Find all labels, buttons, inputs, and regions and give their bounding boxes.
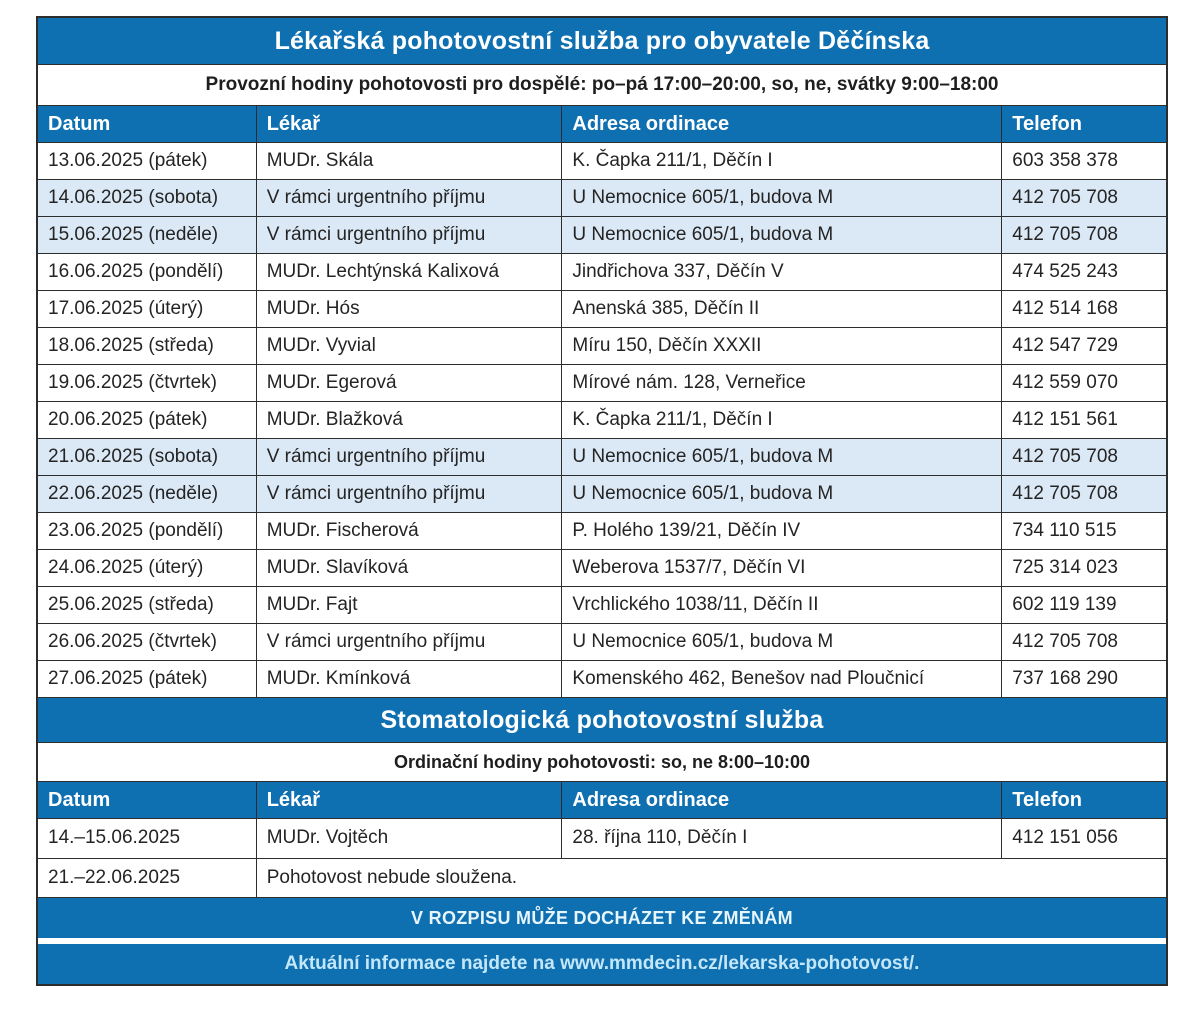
cell-adresa: U Nemocnice 605/1, budova M xyxy=(561,624,1001,660)
dental-table-header xyxy=(38,782,1166,819)
table-row xyxy=(38,859,1166,899)
table-row xyxy=(38,550,1166,587)
table-row xyxy=(38,476,1166,513)
cell-telefon: 412 705 708 xyxy=(1001,180,1166,216)
dental-table-body xyxy=(38,819,1166,898)
cell-telefon: 412 151 561 xyxy=(1001,402,1166,438)
cell-adresa: Mírové nám. 128, Verneřice xyxy=(561,365,1001,401)
table-row xyxy=(38,291,1166,328)
cell-lekar: V rámci urgentního příjmu xyxy=(256,217,562,253)
column-header-datum: Datum xyxy=(48,112,111,135)
cell-datum: 27.06.2025 (pátek) xyxy=(48,668,208,689)
cell-lekar: MUDr. Blažková xyxy=(256,402,562,438)
cell-lekar: MUDr. Slavíková xyxy=(256,550,562,586)
cell-telefon: 734 110 515 xyxy=(1001,513,1166,549)
dental-opening-hours: Ordinační hodiny pohotovosti: so, ne 8:00–10:00 xyxy=(38,743,1166,782)
cell-lekar: MUDr. Hós xyxy=(256,291,562,327)
cell-adresa: Jindřichova 337, Děčín V xyxy=(561,254,1001,290)
cell-telefon: 412 705 708 xyxy=(1001,439,1166,475)
cell-lekar: MUDr. Egerová xyxy=(256,365,562,401)
column-header-telefon: Telefon xyxy=(1001,106,1166,142)
column-header-adresa: Adresa ordinace xyxy=(561,106,1001,142)
adult-table-header xyxy=(38,106,1166,143)
table-row xyxy=(38,217,1166,254)
adult-section-title: Lékařská pohotovostní služba pro obyvatele Děčínska xyxy=(38,18,1166,65)
cell-datum: 21.06.2025 (sobota) xyxy=(48,446,219,467)
more-info-url-bar: Aktuální informace najdete na www.mmdecin.cz/lekarska-pohotovost/. xyxy=(38,944,1166,984)
section-adult-emergency xyxy=(38,18,1166,698)
cell-telefon: 602 119 139 xyxy=(1001,587,1166,623)
cell-lekar: MUDr. Vojtěch xyxy=(256,819,562,858)
cell-adresa: 28. října 110, Děčín I xyxy=(561,819,1001,858)
column-header-adresa: Adresa ordinace xyxy=(561,782,1001,818)
cell-adresa: K. Čapka 211/1, Děčín I xyxy=(561,402,1001,438)
cell-telefon: 412 514 168 xyxy=(1001,291,1166,327)
cell-lekar: MUDr. Fischerová xyxy=(256,513,562,549)
cell-datum: 15.06.2025 (neděle) xyxy=(48,224,219,245)
cell-adresa: Anenská 385, Děčín II xyxy=(561,291,1001,327)
table-row xyxy=(38,365,1166,402)
cell-lekar: MUDr. Lechtýnská Kalixová xyxy=(256,254,562,290)
cell-telefon: 412 547 729 xyxy=(1001,328,1166,364)
column-header-datum: Datum xyxy=(48,788,111,811)
cell-telefon: 725 314 023 xyxy=(1001,550,1166,586)
table-row xyxy=(38,402,1166,439)
cell-datum: 19.06.2025 (čtvrtek) xyxy=(48,372,217,393)
table-row xyxy=(38,254,1166,291)
cell-adresa: U Nemocnice 605/1, budova M xyxy=(561,217,1001,253)
cell-telefon: 412 705 708 xyxy=(1001,217,1166,253)
table-row xyxy=(38,143,1166,180)
table-row xyxy=(38,661,1166,698)
cell-telefon: 412 559 070 xyxy=(1001,365,1166,401)
cell-datum: 14.06.2025 (sobota) xyxy=(48,187,219,208)
cell-lekar: V rámci urgentního příjmu xyxy=(256,624,562,660)
cell-datum: 23.06.2025 (pondělí) xyxy=(48,520,224,541)
table-row xyxy=(38,328,1166,365)
table-row xyxy=(38,180,1166,217)
cell-lekar: MUDr. Vyvial xyxy=(256,328,562,364)
cell-datum: 24.06.2025 (úterý) xyxy=(48,557,204,578)
cell-adresa: Míru 150, Děčín XXXII xyxy=(561,328,1001,364)
cell-adresa: Komenského 462, Benešov nad Ploučnicí xyxy=(561,661,1001,697)
cell-datum: 22.06.2025 (neděle) xyxy=(48,483,219,504)
cell-datum: 17.06.2025 (úterý) xyxy=(48,298,204,319)
cell-lekar: V rámci urgentního příjmu xyxy=(256,476,562,512)
table-row xyxy=(38,513,1166,550)
column-header-lekar: Lékař xyxy=(256,782,562,818)
cell-datum: 16.06.2025 (pondělí) xyxy=(48,261,224,282)
cell-lekar: V rámci urgentního příjmu xyxy=(256,439,562,475)
table-row xyxy=(38,624,1166,661)
cell-datum: 18.06.2025 (středa) xyxy=(48,335,214,356)
dental-section-title: Stomatologická pohotovostní služba xyxy=(38,698,1166,743)
table-row xyxy=(38,439,1166,476)
cell-adresa: U Nemocnice 605/1, budova M xyxy=(561,439,1001,475)
cell-datum: 25.06.2025 (středa) xyxy=(48,594,214,615)
cell-telefon: 474 525 243 xyxy=(1001,254,1166,290)
cell-telefon: 412 705 708 xyxy=(1001,476,1166,512)
cell-lekar: MUDr. Fajt xyxy=(256,587,562,623)
adult-opening-hours: Provozní hodiny pohotovosti pro dospělé: po–pá 17:00–20:00, so, ne, svátky 9:00–18:00 xyxy=(38,65,1166,106)
cell-adresa: Weberova 1537/7, Děčín VI xyxy=(561,550,1001,586)
cell-adresa: U Nemocnice 605/1, budova M xyxy=(561,476,1001,512)
section-dental-emergency xyxy=(38,698,1166,898)
cell-adresa: Vrchlického 1038/11, Děčín II xyxy=(561,587,1001,623)
adult-table-body xyxy=(38,143,1166,698)
cell-lekar: MUDr. Kmínková xyxy=(256,661,562,697)
schedule-change-disclaimer: V ROZPISU MŮŽE DOCHÁZET KE ZMĚNÁM xyxy=(38,898,1166,938)
cell-datum: 13.06.2025 (pátek) xyxy=(48,150,208,171)
cell-telefon: 603 358 378 xyxy=(1001,143,1166,179)
cell-lekar: MUDr. Skála xyxy=(256,143,562,179)
emergency-service-schedule xyxy=(36,16,1168,986)
cell-telefon: 737 168 290 xyxy=(1001,661,1166,697)
cell-telefon: 412 151 056 xyxy=(1001,819,1166,858)
cell-datum: 21.–22.06.2025 xyxy=(48,866,181,888)
column-header-lekar: Lékař xyxy=(256,106,562,142)
cell-adresa: K. Čapka 211/1, Děčín I xyxy=(561,143,1001,179)
cell-datum: 26.06.2025 (čtvrtek) xyxy=(48,631,217,652)
table-row xyxy=(38,587,1166,624)
cell-lekar: Pohotovost nebude sloužena. xyxy=(256,859,1166,898)
cell-datum: 20.06.2025 (pátek) xyxy=(48,409,208,430)
cell-telefon: 412 705 708 xyxy=(1001,624,1166,660)
cell-datum: 14.–15.06.2025 xyxy=(48,827,181,849)
cell-lekar: V rámci urgentního příjmu xyxy=(256,180,562,216)
cell-adresa: P. Holého 139/21, Děčín IV xyxy=(561,513,1001,549)
table-row xyxy=(38,819,1166,859)
cell-adresa: U Nemocnice 605/1, budova M xyxy=(561,180,1001,216)
column-header-telefon: Telefon xyxy=(1001,782,1166,818)
